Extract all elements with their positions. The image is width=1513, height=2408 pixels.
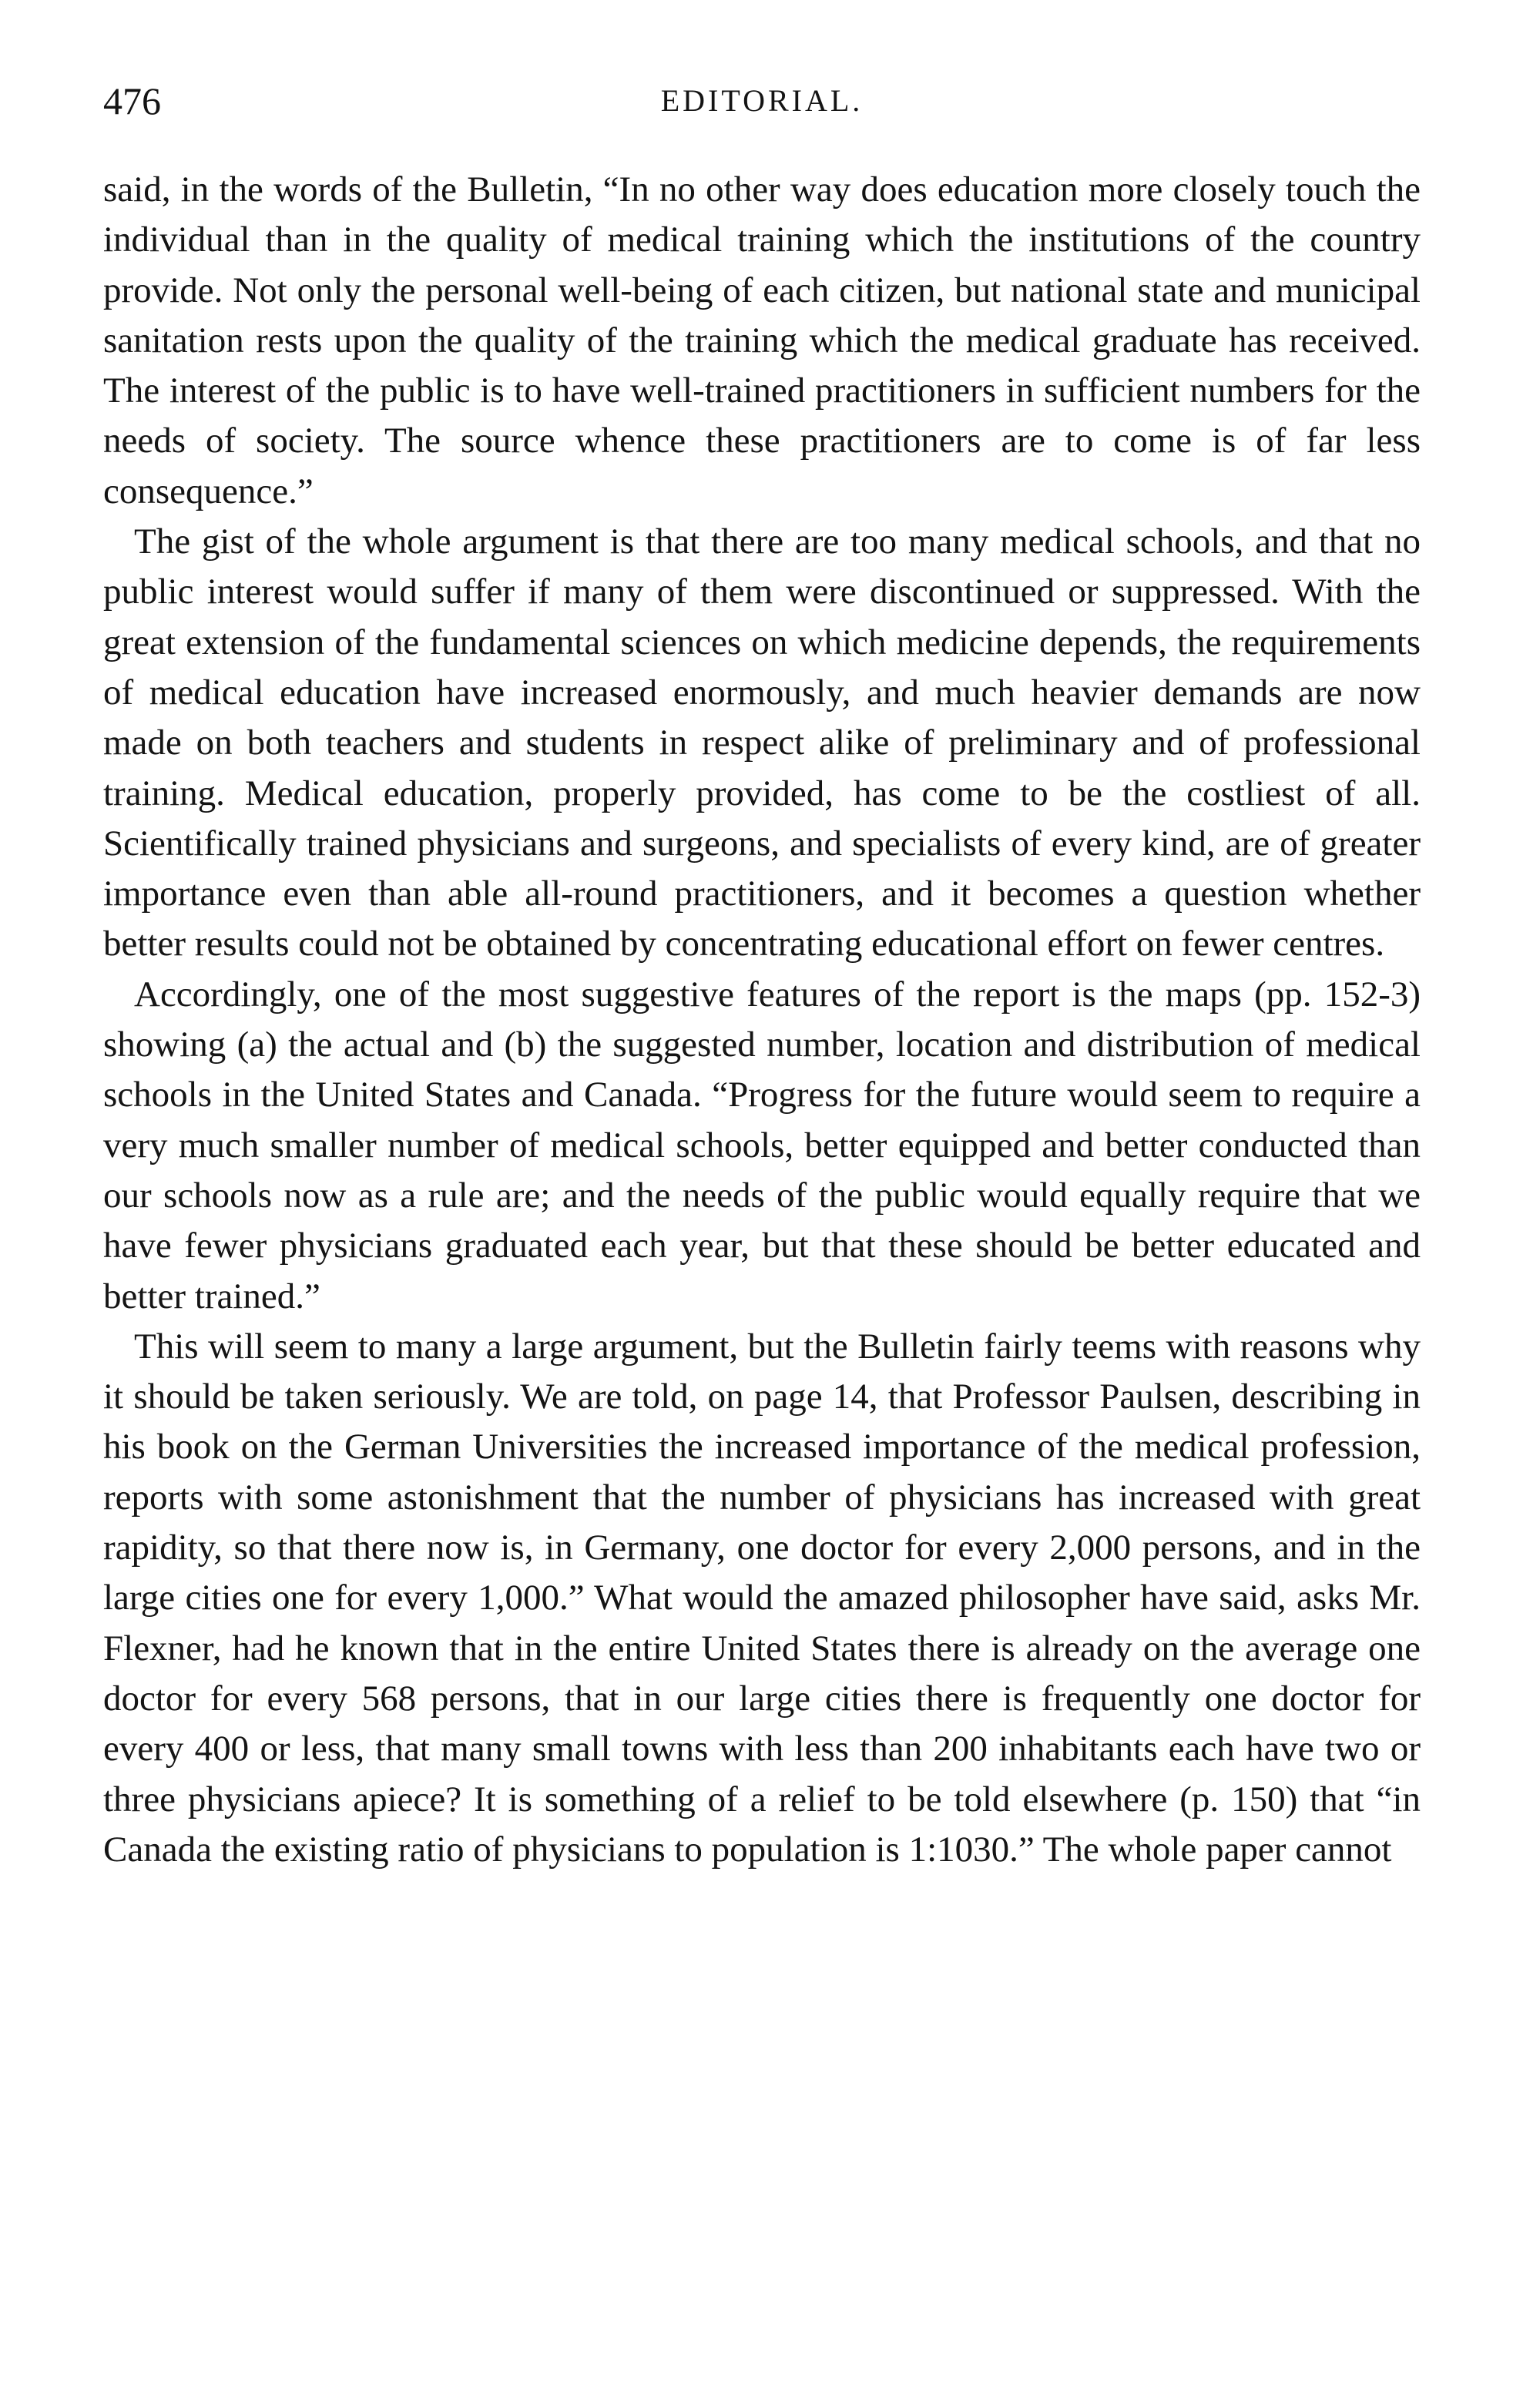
- page-header: [103, 74, 1421, 136]
- page-number: 476: [103, 79, 161, 122]
- body-text: [103, 165, 1421, 1875]
- paragraph: said, in the words of the Bulletin, “In no other way does education more closely touch the individual than in the quality of medical training which the institutions of the country provide. Not only the personal well-being of each citizen, but national state and municipal sanitation rests upon the quality of the training which the medical graduate has received. The interest of the public is to have well-trained practitioners in sufficient numbers for the needs of society. The source whence these practitioners are to come is of far less consequence.”: [103, 169, 1421, 511]
- paragraph: The gist of the whole argument is that there are too many medical schools, and that no public interest would suffer if many of them were discontinued or suppressed. With the great extension of the fundamental sciences on which medicine depends, the requirements of medical education have increased enormously, and much heavier demands are now made on both teachers and students in respect alike of preliminary and of professional training. Medical education, properly provided, has come to be the costliest of all. Scientifically trained physicians and surgeons, and specialists of every kind, are of greater importance even than able all-round practitioners, and it becomes a question whether better results could not be obtained by concentrating educational effort on fewer centres.: [103, 522, 1421, 964]
- paragraph: Accordingly, one of the most suggestive features of the report is the maps (pp. 152-3) showing (a) the actual and (b) the suggested number, location and distribution of medical schools in the United States and Canada. “Progress for the future would seem to require a very much smaller number of medical schools, better equipped and better conducted than our schools now as a rule are; and the needs of the public would equally require that we have fewer physicians graduated each year, but that these should be better educated and better trained.”: [103, 974, 1421, 1316]
- paragraph: This will seem to many a large argument, but the Bulletin fairly teems with reasons why it should be taken seriously. We are told, on page 14, that Professor Paulsen, describing in his book on the German Universities the increased importance of the medical profession, reports with some astonishment that the number of physicians has increased with great rapidity, so that there now is, in Germany, one doctor for every 2,000 persons, and in the large cities one for every 1,000.” What would the amazed philosopher have said, asks Mr. Flexner, had he known that in the entire United States there is already on the average one doctor for every 568 persons, that in our large cities there is frequently one doctor for every 400 or less, that many small towns with less than 200 inhabitants each have two or three physicians apiece? It is something of a relief to be told elsewhere (p. 150) that “in Canada the existing ratio of physicians to population is 1:1030.” The whole paper cannot: [103, 1326, 1421, 1870]
- running-title: EDITORIAL.: [660, 83, 864, 118]
